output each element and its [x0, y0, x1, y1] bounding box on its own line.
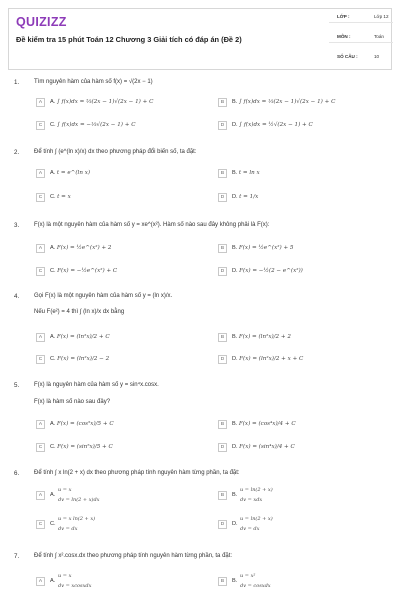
option-letter-box: A [36, 577, 45, 586]
option-label: A. [50, 334, 56, 340]
question-text: Để tính ∫ x ln(2 + x) dx theo phương pháp tính nguyên hàm từng phần, ta đặt: [34, 470, 240, 476]
page-title: Đề kiểm tra 15 phút Toán 12 Chương 3 Giải tích có đáp án (Đề 2) [16, 35, 242, 44]
option-letter-box: A [36, 244, 45, 253]
question-text: F(x) là nguyên hàm của hàm số y = sin⁴x.cosx. [34, 382, 159, 388]
option-math: ∫ f(x)dx = ½√(2x − 1) + C [239, 122, 313, 128]
option-letter-box: C [36, 193, 45, 202]
option-math [240, 485, 273, 505]
option-math-top: u = ln(2 + x) [240, 516, 273, 522]
document-header [8, 8, 392, 70]
question-text: Để tính ∫ x².cosx.dx theo phương pháp tính nguyên hàm từng phần, ta đặt: [34, 553, 233, 559]
option-letter-box: B [218, 491, 227, 500]
option-math: t = ln x [238, 170, 260, 176]
option-label: B. [232, 334, 238, 340]
question-number: 6. [14, 470, 20, 477]
meta-row-count [329, 49, 393, 63]
option-letter-box: B [218, 169, 227, 178]
option-math-top: u = x ln(2 + x) [58, 516, 96, 522]
question-number: 1. [14, 79, 20, 86]
option-label: D. [232, 194, 238, 200]
question-text: F(x) là một nguyên hàm của hàm số y = xe^(x²). Hàm số nào sau đây không phải là F(x): [34, 222, 270, 228]
option-label: B. [232, 421, 238, 427]
option-letter-box: B [218, 244, 227, 253]
option-label: C. [50, 268, 56, 274]
option-letter-box: A [36, 169, 45, 178]
question-number: 3. [14, 222, 20, 229]
meta-row-grade [329, 9, 393, 23]
option-label: C. [50, 122, 56, 128]
option-math-top: u = x [58, 573, 72, 579]
option-math: F(x) = (cos⁵x)/5 + C [56, 421, 114, 427]
option-math: F(x) = −½(2 − e^(x²)) [239, 268, 303, 274]
question-number: 7. [14, 553, 20, 560]
option-math: F(x) = (ln²x)/2 − 2 [57, 356, 110, 362]
option-label: D. [232, 521, 238, 527]
option-label: A. [50, 421, 56, 427]
question-number: 5. [14, 382, 20, 389]
option-letter-box: C [36, 520, 45, 529]
option-letter-box: C [36, 121, 45, 130]
option-math [58, 571, 91, 591]
option-label: C. [50, 194, 56, 200]
option-label: C. [50, 521, 56, 527]
option-letter-box: D [218, 355, 227, 364]
option-label: A. [50, 245, 56, 251]
option-letter-box: B [218, 420, 227, 429]
meta-value: Toán [374, 34, 384, 39]
meta-label: SỐ CÂU : [337, 54, 358, 59]
option-letter-box: D [218, 121, 227, 130]
option-letter-box: D [218, 443, 227, 452]
option-math: F(x) = (ln²x)/2 + C [56, 334, 110, 340]
option-math: F(x) = ½e^(x²) + 5 [238, 245, 294, 251]
quizizz-logo: QUIZIZZ [16, 15, 67, 29]
option-letter-box: A [36, 98, 45, 107]
option-label: A. [50, 170, 56, 176]
option-letter-box: A [36, 333, 45, 342]
option-label: C. [50, 356, 56, 362]
meta-row-subject [329, 29, 393, 43]
option-math-bottom: dv = ln(2 + x)dx [58, 497, 100, 503]
option-math [58, 485, 100, 505]
option-label: D. [232, 356, 238, 362]
option-math: ∫ f(x)dx = ⅓(2x − 1)√(2x − 1) + C [238, 99, 336, 105]
option-math: ∫ f(x)dx = ⅔(2x − 1)√(2x − 1) + C [56, 99, 154, 105]
option-label: B. [232, 245, 238, 251]
option-letter-box: B [218, 333, 227, 342]
option-math-bottom: dv = xcosxdx [58, 583, 92, 589]
question-text-line-2: Nếu F(e²) = 4 thì ∫ (ln x)/x dx bằng [34, 309, 125, 315]
option-math: ∫ f(x)dx = −⅓√(2x − 1) + C [57, 122, 136, 128]
option-math-bottom: dv = dx [240, 526, 260, 532]
option-label: B. [232, 170, 238, 176]
option-letter-box: A [36, 491, 45, 500]
option-letter-box: D [218, 193, 227, 202]
meta-label: MÔN : [337, 34, 351, 39]
question-text: Để tính ∫ (e^(ln x)/x) dx theo phương pháp đổi biến số, ta đặt: [34, 149, 197, 155]
option-label: D. [232, 268, 238, 274]
option-math-top: u = x [58, 487, 72, 493]
option-math: t = e^(ln x) [56, 170, 91, 176]
option-label: B. [232, 492, 238, 498]
option-label: D. [232, 122, 238, 128]
option-letter-box: D [218, 267, 227, 276]
option-letter-box: C [36, 443, 45, 452]
option-label: A. [50, 99, 56, 105]
question-number: 4. [14, 293, 20, 300]
meta-label: LỚP : [337, 14, 350, 19]
meta-value: 10 [374, 54, 380, 59]
option-math-bottom: dv = dx [58, 526, 78, 532]
option-label: A. [50, 492, 56, 498]
option-letter-box: B [218, 577, 227, 586]
question-text: Gọi F(x) là một nguyên hàm của hàm số y = (ln x)/x. [34, 293, 173, 299]
option-math [240, 571, 271, 591]
option-math [240, 514, 273, 534]
option-math-bottom: dv = xdx [240, 497, 263, 503]
option-label: D. [232, 444, 238, 450]
option-math-top: u = ln(2 + x) [240, 487, 273, 493]
option-math: t = 1/x [239, 194, 259, 200]
option-letter-box: D [218, 520, 227, 529]
option-label: A. [50, 578, 56, 584]
meta-value: Lớp 12 [374, 14, 389, 19]
option-math [58, 514, 95, 534]
option-label: C. [50, 444, 56, 450]
option-letter-box: C [36, 267, 45, 276]
option-math: F(x) = (sin⁵x)/5 + C [57, 444, 113, 450]
option-math: t = x [57, 194, 71, 200]
question-number: 2. [14, 149, 20, 156]
option-letter-box: C [36, 355, 45, 364]
option-math: F(x) = −½e^(x²) + C [57, 268, 118, 274]
meta-table [329, 9, 393, 69]
option-letter-box: A [36, 420, 45, 429]
option-math-bottom: dv = cosxdx [240, 583, 271, 589]
option-math: F(x) = ½e^(x²) + 2 [56, 245, 112, 251]
option-letter-box: B [218, 98, 227, 107]
option-math: F(x) = (sin⁴x)/4 + C [239, 444, 295, 450]
option-math: F(x) = (ln²x)/2 + x + C [239, 356, 304, 362]
option-math: F(x) = (ln²x)/2 + 2 [238, 334, 291, 340]
option-math: F(x) = (cos⁴x)/4 + C [238, 421, 296, 427]
question-text-line-2: F(x) là hàm số nào sau đây? [34, 399, 111, 405]
option-label: B. [232, 99, 238, 105]
question-text: Tìm nguyên hàm của hàm số f(x) = √(2x − 1) [34, 79, 153, 85]
option-label: B. [232, 578, 238, 584]
option-math-top: u = x² [240, 573, 256, 579]
